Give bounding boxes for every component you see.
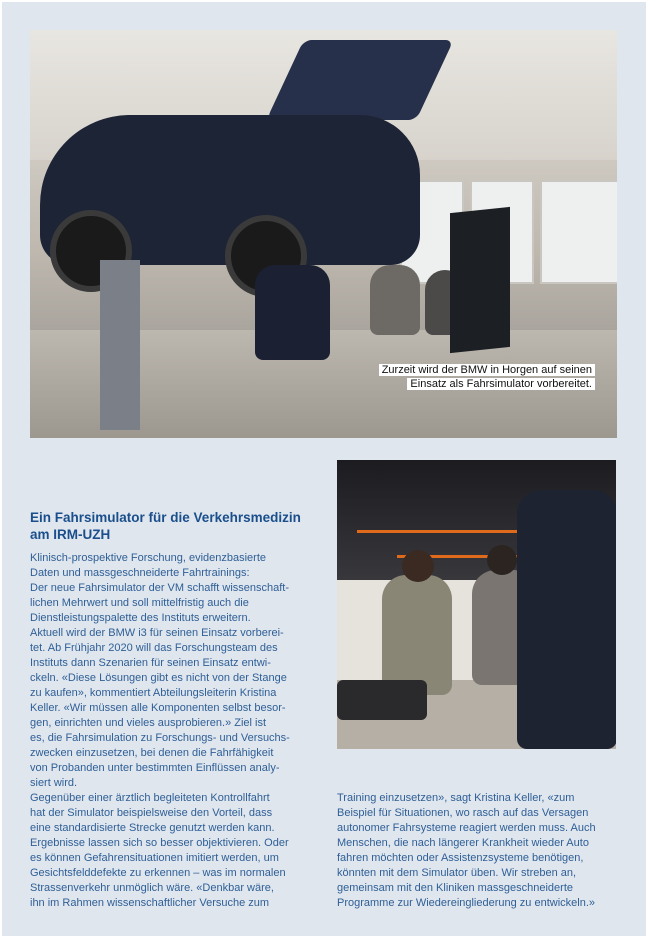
article-column-2 [337,791,622,911]
car-lift [100,260,140,430]
text-line: Dienstleistungspalette des Instituts erweitern. [30,612,251,624]
text-line: Beispiel für Situationen, wo rasch auf das Versagen [337,807,589,819]
text-line: Ergebnisse lassen sich so besser objektivieren. Oder [30,837,289,849]
text-line: tet. Ab Frühjahr 2020 will das Forschungsteam des [30,642,278,654]
man-foreground [517,490,616,749]
text-line: Menschen, die nach längerer Krankheit wieder Auto [337,837,589,849]
text-line: Daten und massgeschneiderte Fahrtrainings: [30,567,250,579]
text-line: von Probanden unter bestimmten Einflüssen analy- [30,762,280,774]
text-line: ckeln. «Diese Lösungen gibt es nicht von der Stange [30,672,287,684]
text-line: Instituts dann Szenarien für seinen Einsatz entwi- [30,657,271,669]
text-line: ihn im Rahmen wissenschaftlicher Versuche zum [30,897,270,909]
text-line: Gesichtsfelddefekte zu erkennen – was im normalen [30,867,286,879]
heading-line: Ein Fahrsimulator für die [30,510,190,525]
head [402,550,434,582]
text-line: autonomer Fahrsysteme reagiert werden muss. Auch [337,822,596,834]
text-line: hat der Simulator beispielsweise den Vorteil, dass [30,807,273,819]
text-line: könnten mit dem Simulator üben. Wir streben an, [337,867,577,879]
heading-line: Verkehrsmedizin am IRM-UZH [30,510,301,542]
text-line: gen, einrichten und vieles ausprobieren.» Ziel ist [30,717,267,729]
text-line: eine standardisierte Strecke genutzt werden kann. [30,822,275,834]
text-line: Aktuell wird der BMW i3 für seinen Einsatz vorberei- [30,627,284,639]
window [540,180,617,284]
text-line: Training einzusetzen», sagt Kristina Keller, «zum [337,792,575,804]
lift-pad [337,680,427,720]
woman-researcher [382,575,452,695]
monitor-screen [450,207,510,353]
text-line: zu kaufen», kommentiert Abteilungsleiterin Kristina [30,687,277,699]
text-line: Klinisch-prospektive Forschung, evidenzbasierte [30,552,267,564]
caption-line: Zurzeit wird der BMW in Horgen auf seinen [379,364,595,376]
text-line: gemeinsam mit den Kliniken massgeschneiderte [337,882,574,894]
photo-caption [360,363,595,391]
simulator-team-photo [337,460,616,749]
article-column-1 [30,551,315,911]
text-line: Gegenüber einer ärztlich begleiteten Kontrollfahrt [30,792,270,804]
text-line: Der neue Fahrsimulator der VM schafft wissenschaft- [30,582,290,594]
text-line: lichen Mehrwert und soll mittelfristig auch die [30,597,249,609]
text-line: zwecken einzusetzen, bei denen die Fahrfähigkeit [30,747,274,759]
article-heading [30,509,320,543]
text-line: es, die Fahrsimulation zu Forschungs- und Versuchs- [30,732,290,744]
text-line: Keller. «Wir müssen alle Komponenten selbst besor- [30,702,286,714]
person-crouching [255,265,330,360]
text-line: Programme zur Wiedereingliederung zu entwickeln.» [337,897,596,909]
text-line: Strassenverkehr unmöglich wäre. «Denkbar wäre, [30,882,274,894]
person-crouching [370,265,420,335]
text-line: siert wird. [30,777,78,789]
caption-line: Einsatz als Fahrsimulator vorbereitet. [407,378,595,390]
text-line: fahren möchten oder Assistenzsysteme benötigen, [337,852,584,864]
text-line: es können Gefahrensituationen imitiert werden, um [30,852,279,864]
head [487,545,517,575]
